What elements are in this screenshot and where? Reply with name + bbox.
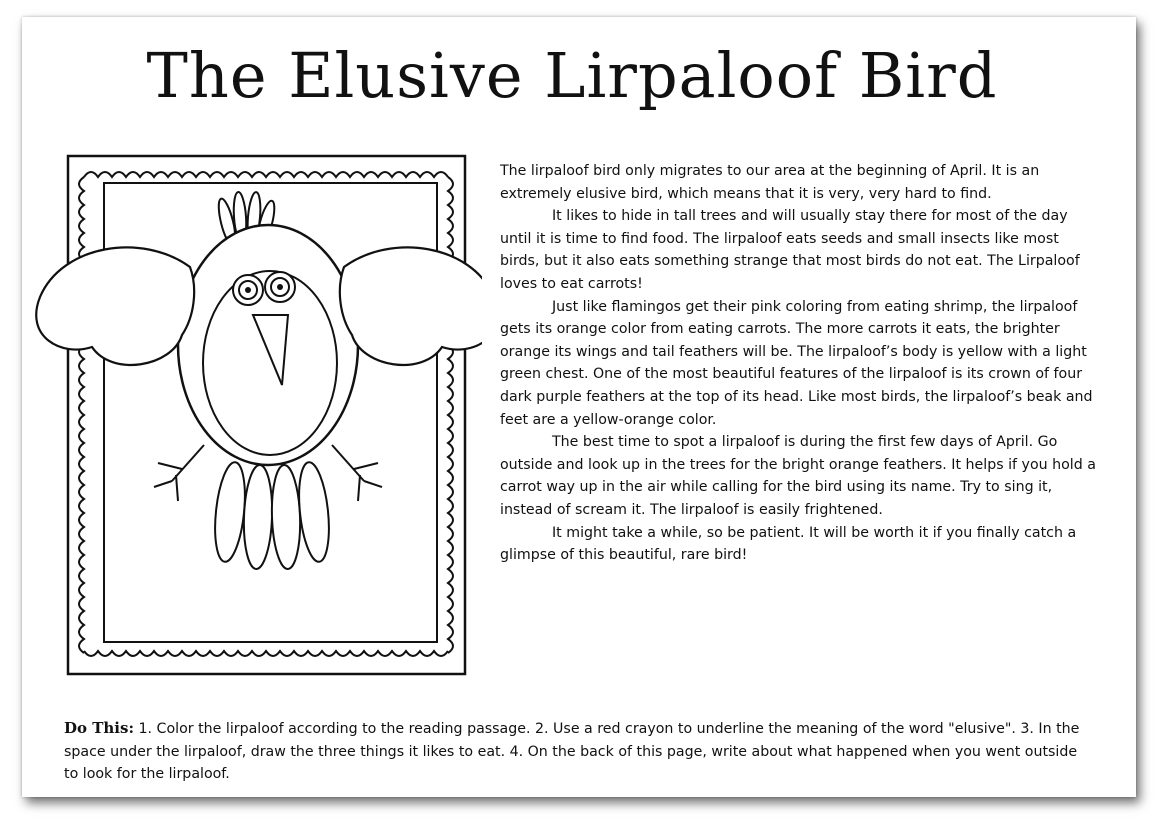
reading-passage: [500, 160, 1100, 567]
bird-illustration: [22, 17, 482, 677]
left-wing: [36, 247, 194, 365]
instructions: [64, 717, 1084, 786]
passage-paragraph-1: The lirpaloof bird only migrates to our area at the beginning of April. It is an extremely elusive bird, which means that it is very, very hard to find.: [500, 163, 1040, 202]
passage-paragraph-3: Just like flamingos get their pink coloring from eating shrimp, the lirpaloof gets its orange color from eating carrots. The more carrots it eats, the brighter orange its wings and tail feathers will be. The lirpaloof’s body is yellow with a light green chest. One of the most beautiful features of the lirpaloof is its crown of four dark purple feathers at the top of its head. Like most birds, the lirpaloof’s beak and feet are a yellow-orange color.: [500, 298, 1093, 428]
instructions-text: 1. Color the lirpaloof according to the reading passage. 2. Use a red crayon to underline the meaning of the word "elusive". 3. In the space under the lirpaloof, draw the three things it likes to eat. 4. On the back of this page, write about what happened when you went outside to look for the lirpaloof.: [64, 721, 1080, 783]
worksheet-page: [22, 17, 1136, 797]
passage-paragraph-5: It might take a while, so be patient. It will be worth it if you finally catch a glimpse of this beautiful, rare bird!: [500, 524, 1077, 564]
passage-paragraph-2: It likes to hide in tall trees and will usually stay there for most of the day until it is time to find food. The lirpaloof eats seeds and small insects like most birds, but it also eats something strange that most birds do not eat. The Lirpaloof loves to eat carrots!: [500, 208, 1080, 292]
instructions-label: Do This:: [64, 719, 134, 737]
page-title: The Elusive Lirpaloof Bird: [146, 39, 998, 112]
right-wing: [340, 247, 482, 365]
passage-paragraph-4: The best time to spot a lirpaloof is during the first few days of April. Go outside and look up in the trees for the bright orange feathers. It helps if you hold a carrot way up in the air while calling for the bird using its name. Try to sing it, instead of scream it. The lirpaloof is easily frightened.: [500, 434, 1096, 518]
